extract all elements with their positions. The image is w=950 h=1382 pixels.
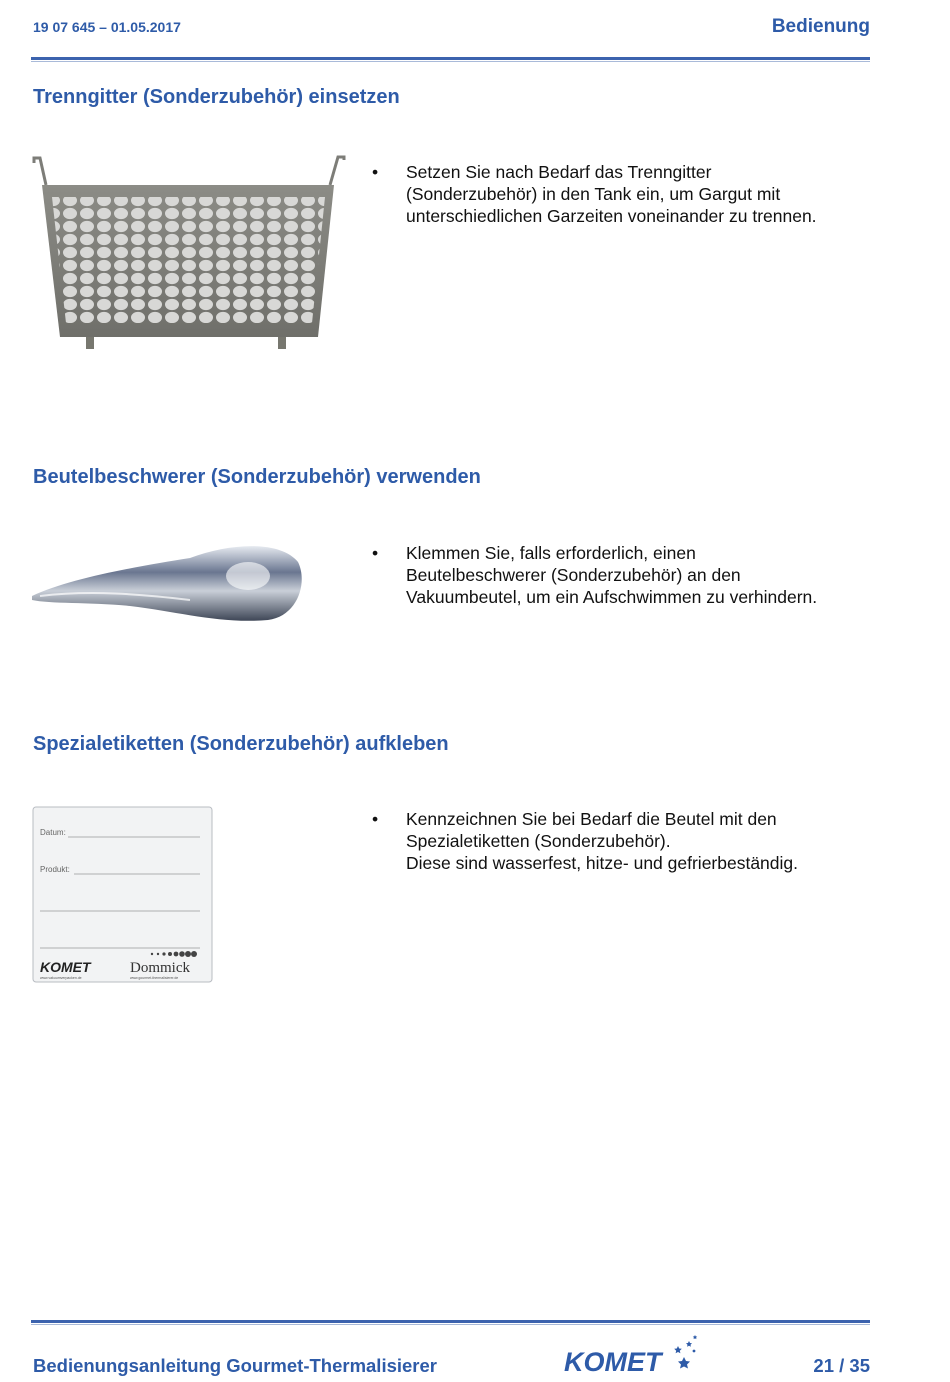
text-line: Vakuumbeutel, um ein Aufschwimmen zu verhindern. [406, 587, 818, 607]
label-product-field: Produkt: [40, 865, 70, 874]
text-line: Beutelbeschwerer (Sonderzubehör) an den [406, 565, 741, 585]
section-title-spezialetiketten: Spezialetiketten (Sonderzubehör) aufkleben [33, 733, 449, 755]
separator-grid-image [28, 155, 350, 360]
label-komet-url: www.vakuumverpacken.de [40, 976, 82, 980]
star-icon [674, 1335, 697, 1369]
chapter-title: Bedienung [771, 16, 870, 37]
text-line: Spezialetiketten (Sonderzubehör). [406, 831, 671, 851]
section-title-trenngitter: Trenngitter (Sonderzubehör) einsetzen [33, 86, 400, 108]
bullet-item [372, 161, 872, 227]
text-line: (Sonderzubehör) in den Tank ein, um Gargut mit [406, 184, 781, 204]
manual-title: Bedienungsanleitung Gourmet-Thermalisierer [33, 1355, 437, 1376]
bullet-text [406, 542, 872, 608]
text-line: unterschiedlichen Garzeiten voneinander zu trennen. [406, 206, 817, 226]
footer-divider [31, 1320, 870, 1323]
bullet-marker: • [372, 809, 379, 829]
komet-logo-text: KOMET [564, 1347, 662, 1377]
bullet-item [372, 808, 872, 874]
bullet-marker: • [372, 543, 379, 563]
section-title-beutelbeschwerer: Beutelbeschwerer (Sonderzubehör) verwenden [33, 466, 481, 488]
bullet-item [372, 542, 872, 608]
label-dommick-url: www.gourmet-thermalisierer.de [130, 976, 179, 980]
bullet-marker: • [372, 162, 379, 182]
text-line: Kennzeichnen Sie bei Bedarf die Beutel mit den [406, 809, 777, 829]
special-label-image [32, 806, 214, 989]
page-number: 21 / 35 [813, 1355, 870, 1376]
bullet-text [406, 808, 872, 874]
document-reference: 19 07 645 – 01.05.2017 [33, 19, 181, 35]
text-line: Diese sind wasserfest, hitze- und gefrierbeständig. [406, 853, 799, 873]
bag-weight-image [30, 538, 305, 629]
header-divider [31, 57, 870, 60]
bullet-text [406, 161, 872, 227]
komet-logo [562, 1333, 702, 1382]
label-komet-logo: KOMET [40, 959, 91, 975]
label-date-field: Datum: [40, 828, 66, 837]
label-dommick-logo: Dommick [130, 960, 190, 976]
text-line: Klemmen Sie, falls erforderlich, einen [406, 543, 696, 563]
text-line: Setzen Sie nach Bedarf das Trenngitter [406, 162, 712, 182]
